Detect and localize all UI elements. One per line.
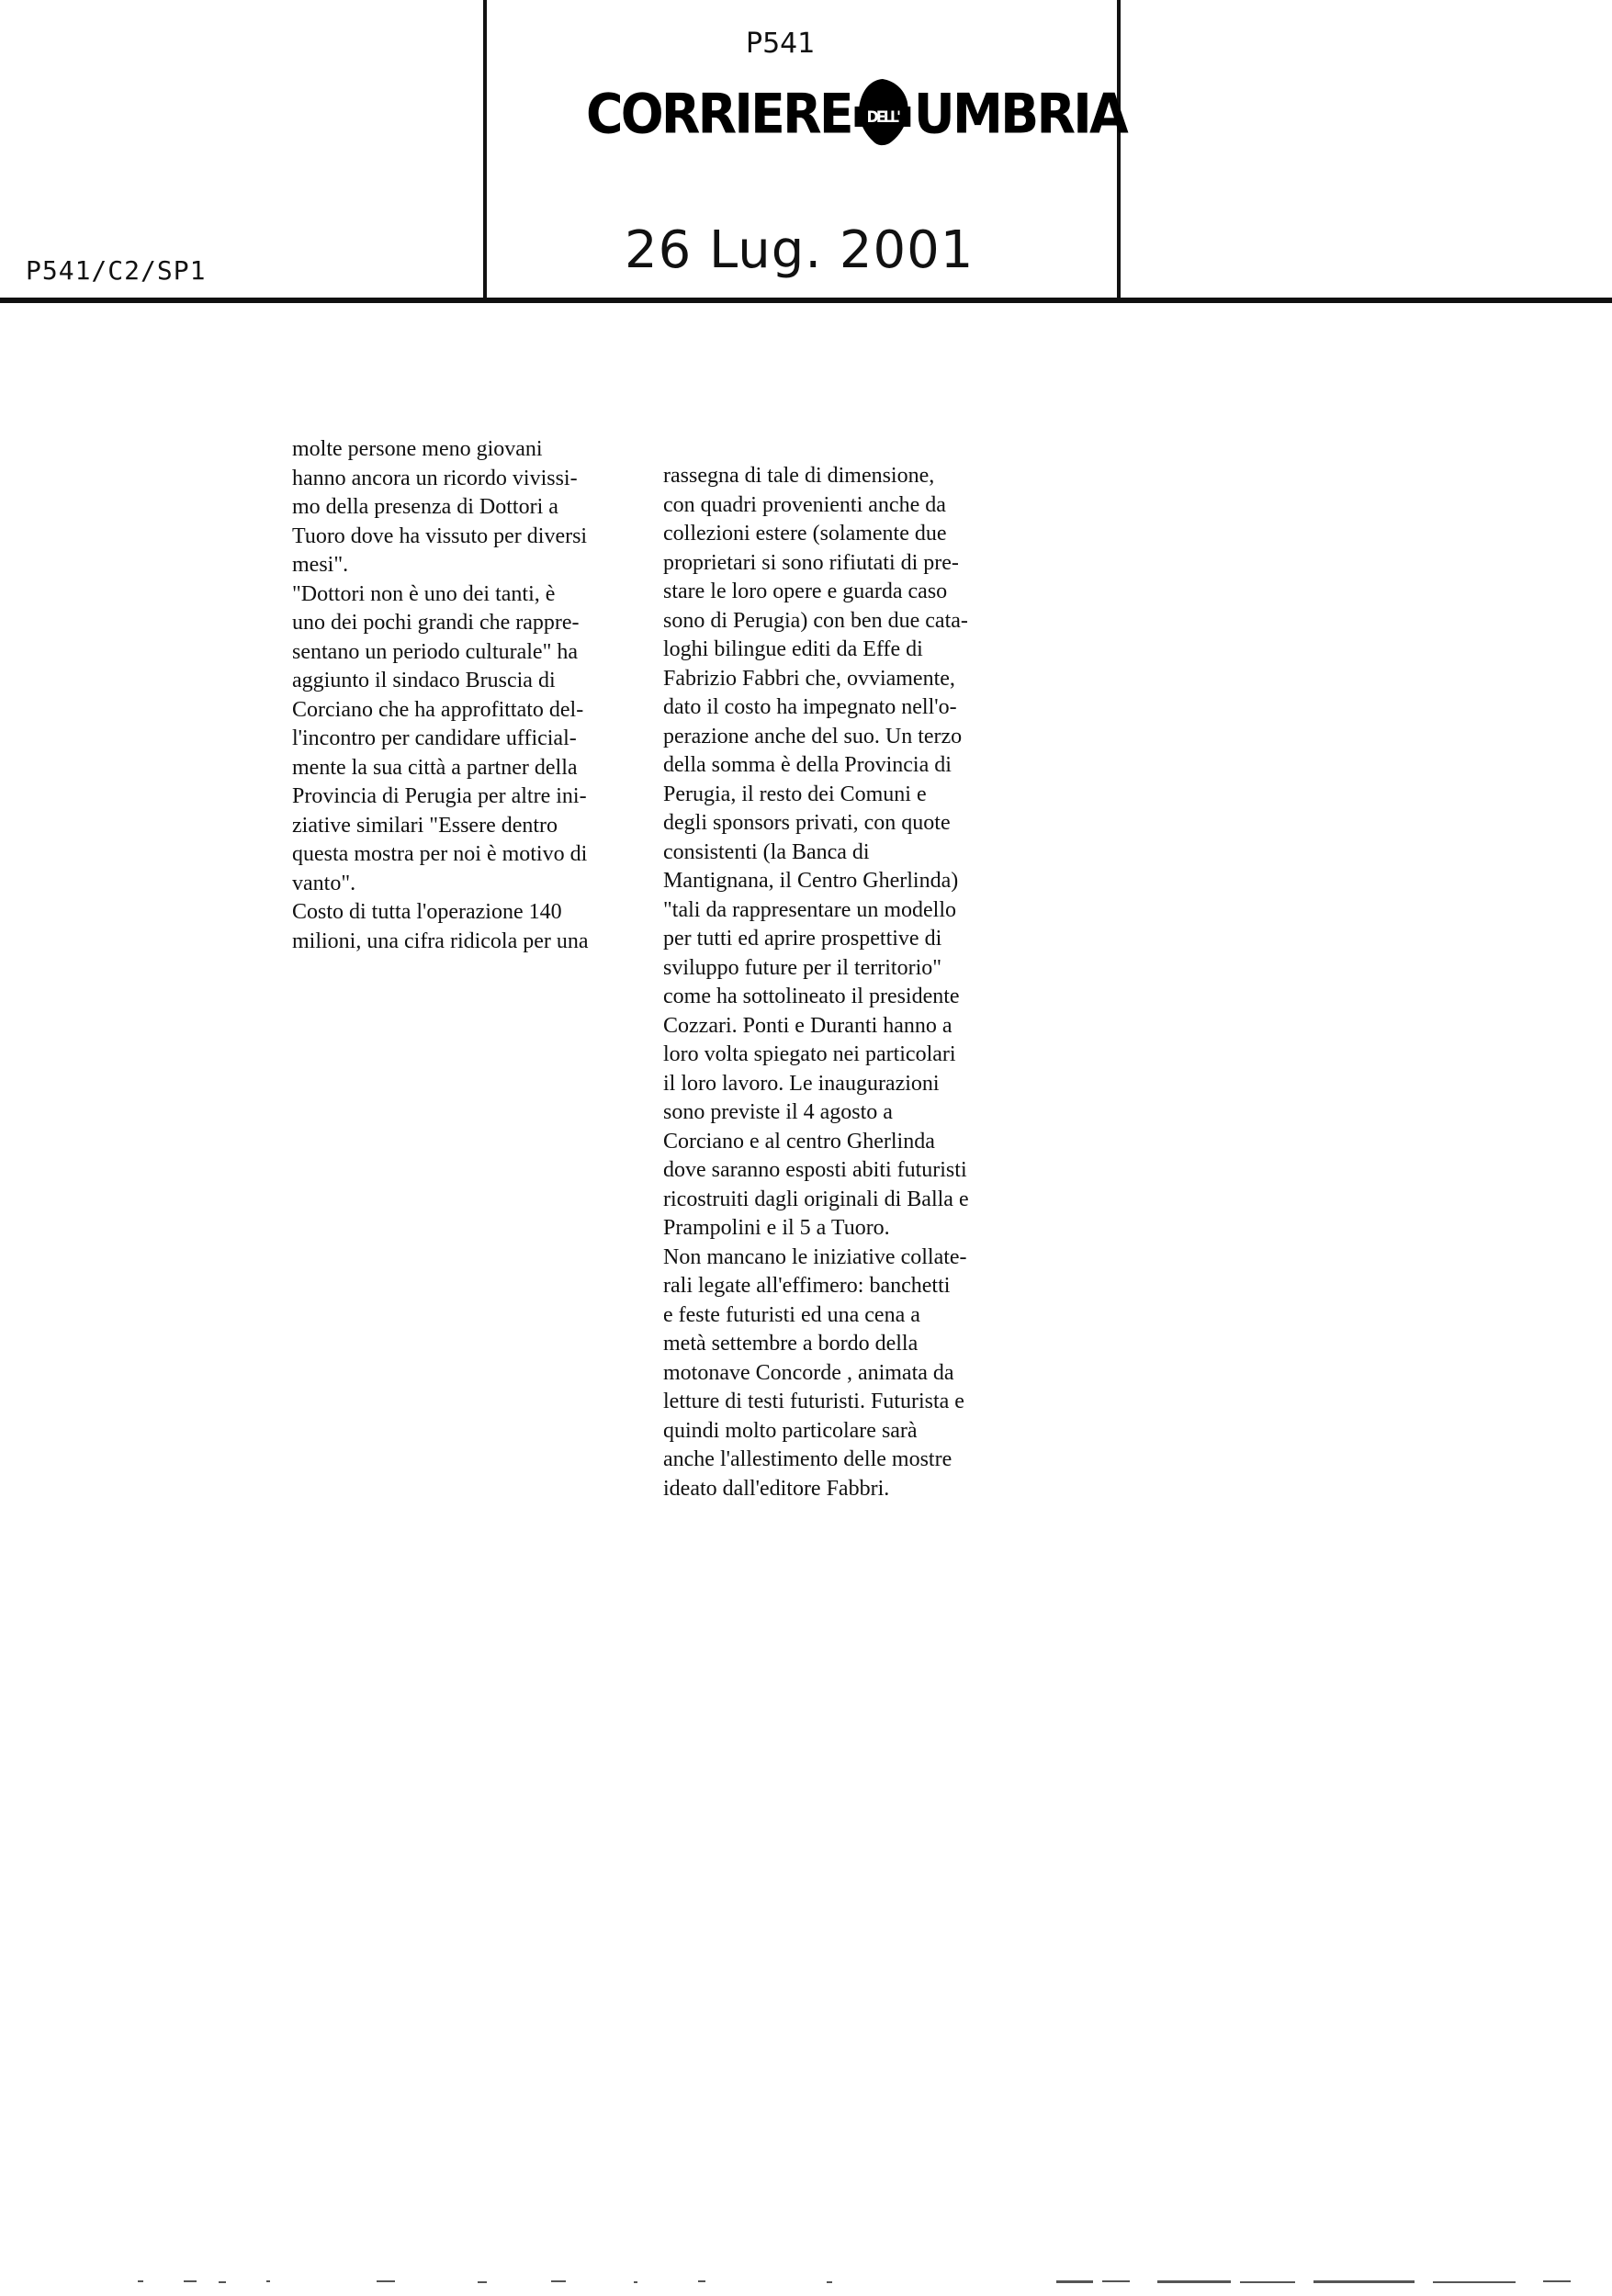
article-line: loro volta spiegato nei particolari (663, 1042, 956, 1066)
article-line: sono previste il 4 agosto a (663, 1100, 893, 1124)
masthead-seal-text: DELL' (866, 107, 899, 127)
scan-noise-strip (0, 2276, 1612, 2287)
article-line: e feste futuristi ed una cena a (663, 1302, 920, 1327)
article-line: Prampolini e il 5 a Tuoro. (663, 1216, 890, 1240)
masthead-right: UMBRIA (913, 82, 1126, 147)
article-line: proprietari si sono rifiutati di pre- (663, 550, 959, 575)
article-line: perazione anche del suo. Un terzo (663, 724, 963, 748)
newspaper-masthead (586, 81, 1126, 163)
article-line: "Dottori non è uno dei tanti, è (292, 581, 556, 606)
article-line: sono di Perugia) con ben due cata- (663, 608, 968, 633)
article-line: Corciano che ha approfittato del- (292, 697, 584, 722)
article-line: anche l'allestimento delle mostre (663, 1447, 953, 1471)
clip-code: P541/C2/SP1 (26, 255, 207, 286)
article-column-1 (292, 435, 589, 956)
article-line: ricostruiti dagli originali di Balla e (663, 1187, 969, 1211)
article-line: milioni, una cifra ridicola per una (292, 929, 589, 953)
article-line: Mantignana, il Centro Gherlinda) (663, 869, 959, 893)
header-divider-right (1117, 0, 1121, 298)
article-line: dato il costo ha impegnato nell'o- (663, 695, 957, 719)
clipping-header (0, 0, 1612, 303)
article-line: Corciano e al centro Gherlinda (663, 1129, 935, 1154)
article-line: hanno ancora un ricordo vivissi- (292, 466, 578, 490)
article-line: Non mancano le iniziative collate- (663, 1244, 967, 1269)
header-divider-left (483, 0, 487, 298)
article-line: rassegna di tale di dimensione, (663, 464, 935, 488)
article-line: "tali da rappresentare un modello (663, 897, 957, 922)
paper-code: P541 (746, 28, 816, 60)
article-line: Fabrizio Fabbri che, ovviamente, (663, 666, 955, 691)
umbria-seal-icon (853, 75, 912, 149)
article-line: il loro lavoro. Le inaugurazioni (663, 1071, 940, 1096)
article-line: Cozzari. Ponti e Duranti hanno a (663, 1013, 953, 1038)
publication-date: 26 Lug. 2001 (625, 220, 975, 280)
article-line: uno dei pochi grandi che rappre- (292, 611, 580, 635)
article-line: con quadri provenienti anche da (663, 492, 946, 517)
article-line: Provincia di Perugia per altre ini- (292, 784, 587, 808)
article-line: ideato dall'editore Fabbri. (663, 1476, 890, 1501)
article-line: aggiunto il sindaco Bruscia di (292, 669, 556, 692)
article-line: degli sponsors privati, con quote (663, 811, 951, 835)
article-line: stare le loro opere e guarda caso (663, 580, 948, 603)
article-line: metà settembre a bordo della (663, 1332, 919, 1356)
article-line: consistenti (la Banca di (663, 839, 870, 864)
header-rule (0, 298, 1612, 303)
article-column-2 (663, 462, 969, 1503)
article-line: motonave Concorde , animata da (663, 1360, 954, 1385)
article-line: questa mostra per noi è motivo di (292, 842, 588, 866)
article-line: della somma è della Provincia di (663, 753, 952, 777)
article-line: molte persone meno giovani (292, 437, 543, 461)
article-line: Perugia, il resto dei Comuni e (663, 782, 927, 806)
article-line: vanto". (292, 871, 356, 895)
article-line: quindi molto particolare sarà (663, 1418, 918, 1443)
article-line: mente la sua città a partner della (292, 755, 578, 780)
article-line: letture di testi futuristi. Futurista e (663, 1390, 964, 1413)
article-line: loghi bilingue editi da Effe di (663, 637, 923, 661)
article-line: mesi". (292, 553, 349, 577)
article-line: collezioni estere (solamente due (663, 522, 947, 546)
article-line: mo della presenza di Dottori a (292, 495, 558, 519)
article-line: Costo di tutta l'operazione 140 (292, 900, 562, 924)
article-line: come ha sottolineato il presidente (663, 985, 960, 1008)
article-line: dove saranno esposti abiti futuristi (663, 1158, 967, 1182)
article-line: sentano un periodo culturale" ha (292, 639, 579, 664)
article-line: l'incontro per candidare ufficial- (292, 726, 577, 750)
masthead-left: CORRIERE (586, 82, 851, 147)
article-line: sviluppo future per il territorio" (663, 955, 942, 980)
article-line: rali legate all'effimero: banchetti (663, 1274, 951, 1298)
article-line: ziative similari "Essere dentro (292, 813, 558, 838)
article-line: Tuoro dove ha vissuto per diversi (292, 523, 588, 548)
article-line: per tutti ed aprire prospettive di (663, 927, 942, 951)
